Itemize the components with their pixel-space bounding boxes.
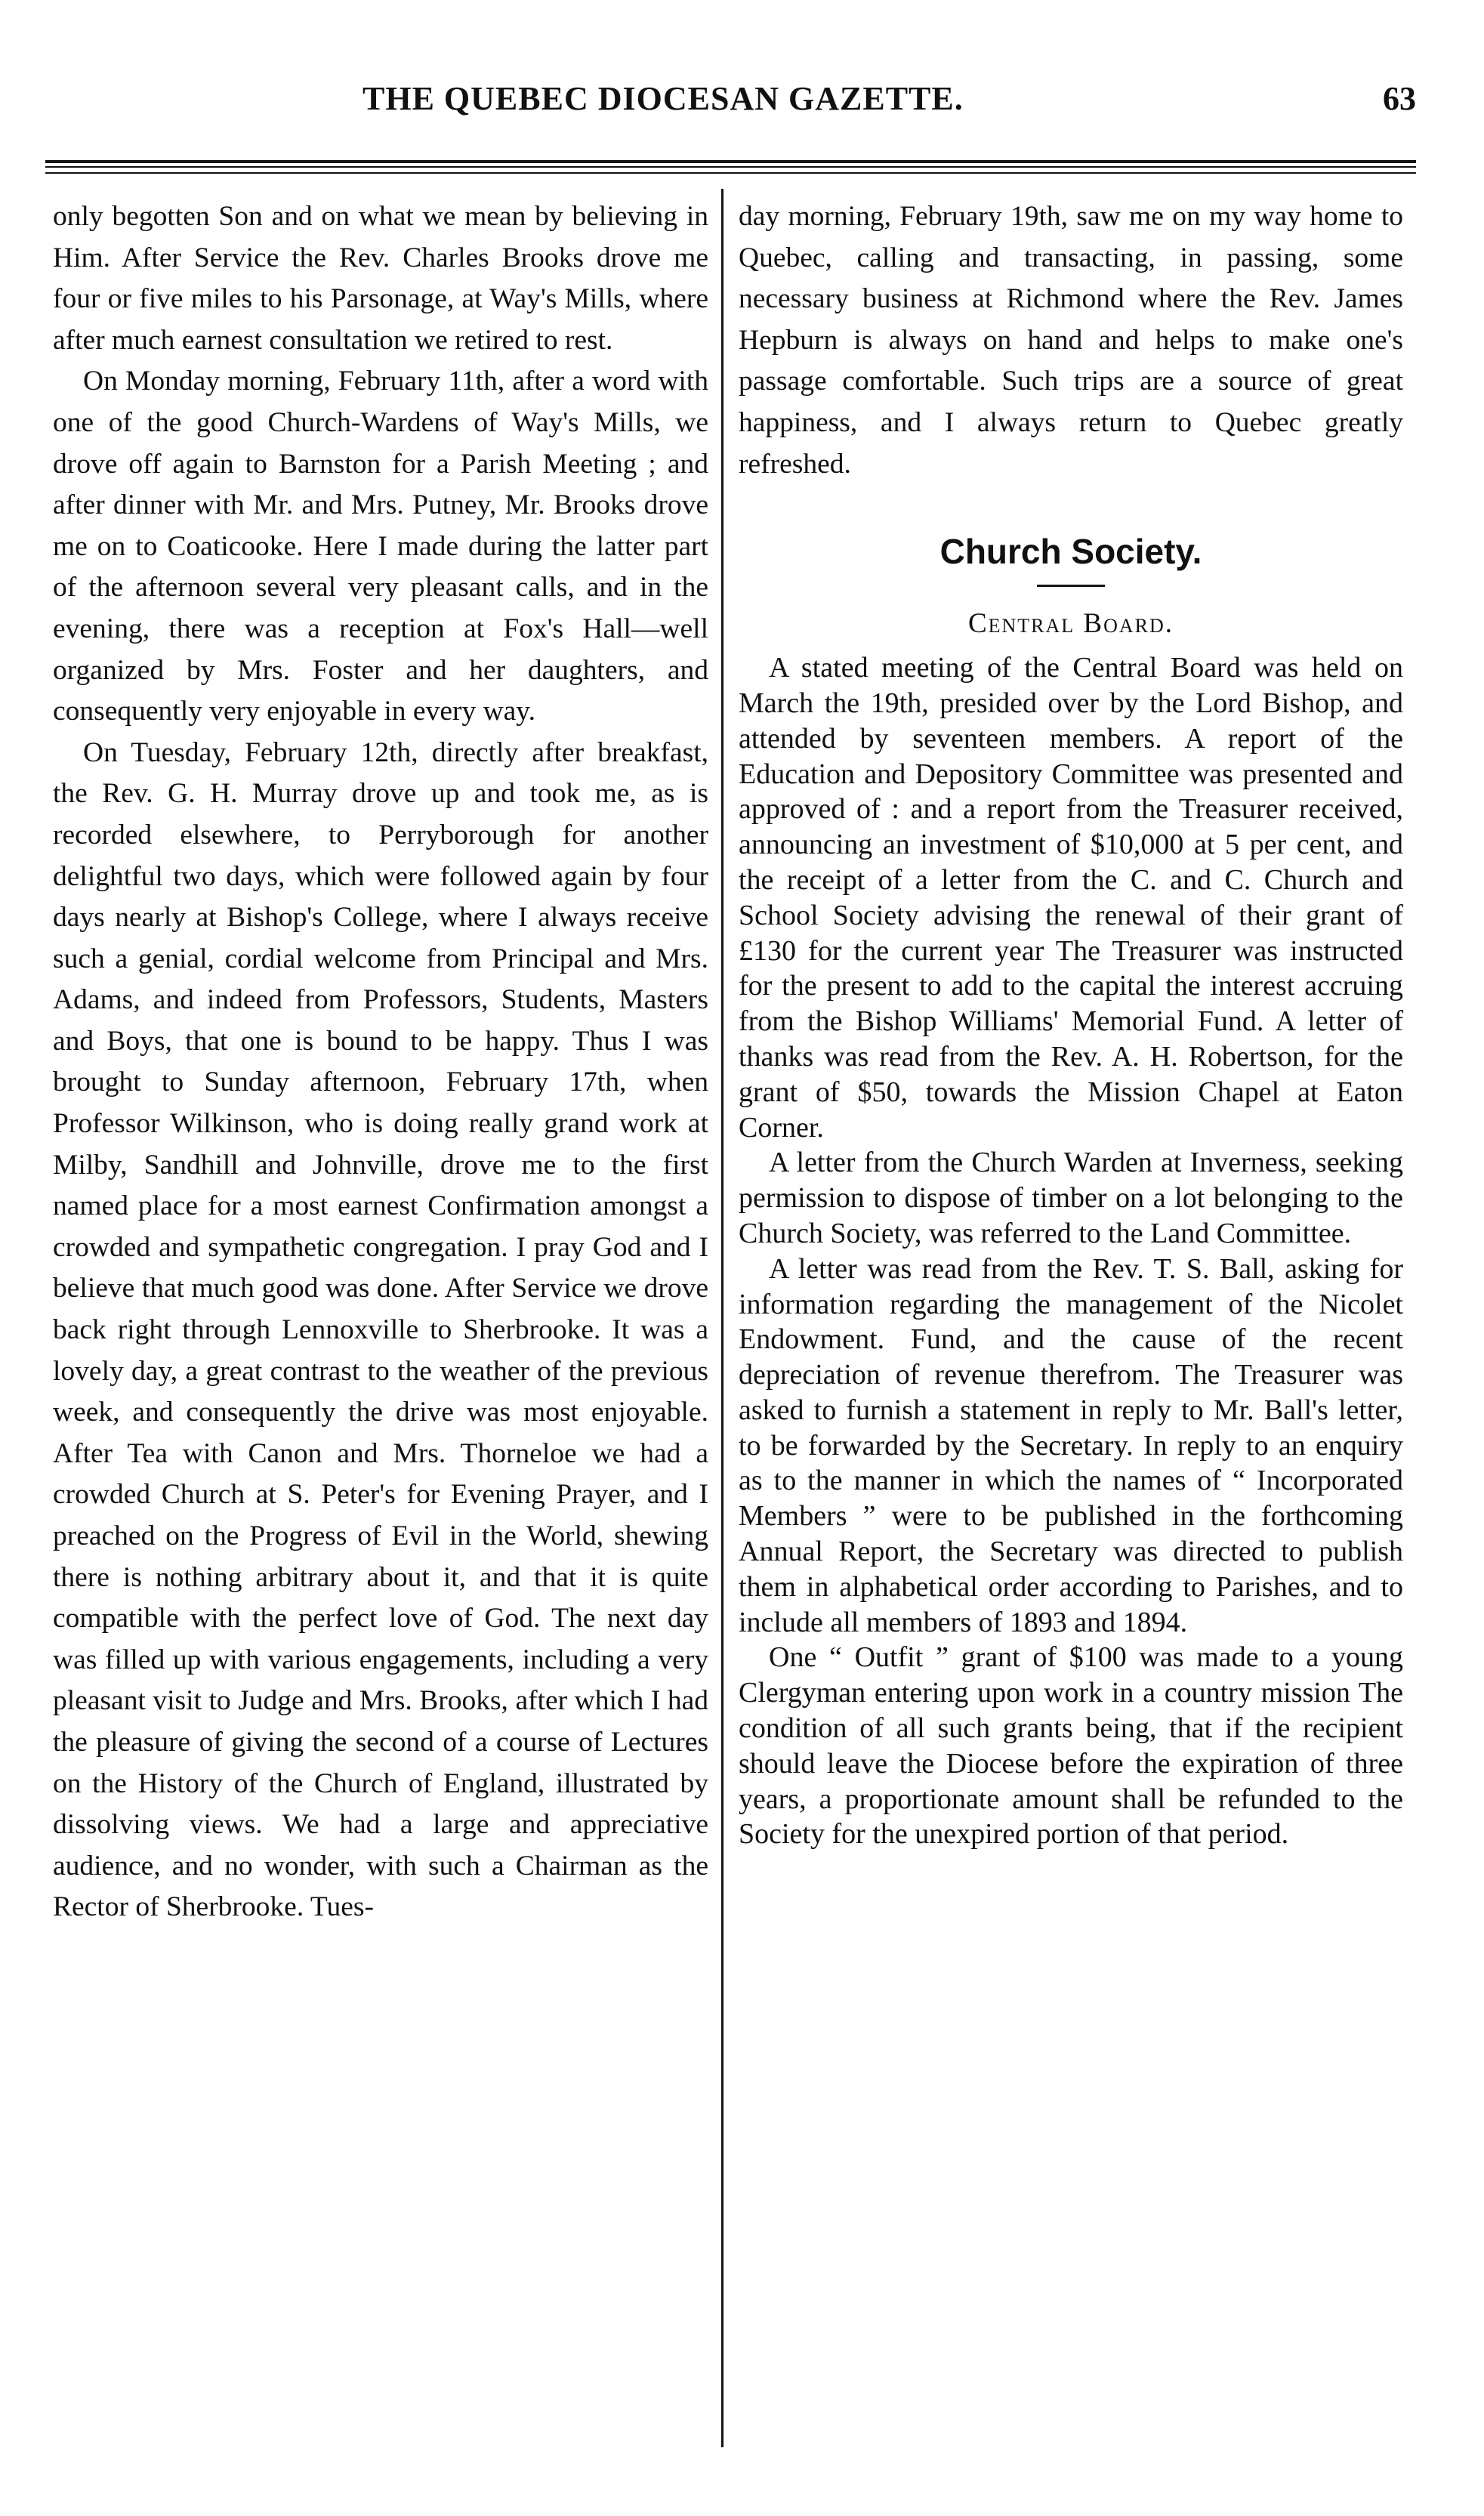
header-rule xyxy=(45,160,1416,168)
right-paragraph: A letter was read from the Rev. T. S. Ball, asking for information regarding the management of the Nicolet Endowment. Fund, and the cause of the recent depreciation of revenue therefrom. The Treasurer was asked to furnish a statement in reply to Mr. Ball's letter, to be forwarded by the Secretary. In reply to an enquiry as to the manner in which the names of “ Incorporated Members ” were to be published in the forthcoming Annual Report, the Secretary was directed to publish them in alphabetical order according to Parishes, and to include all members of 1893 and 1894. xyxy=(739,1252,1403,1638)
central-board-report xyxy=(739,650,1403,1852)
left-paragraph: only begotten Son and on what we mean by believing in Him. After Service the Rev. Charles Brooks drove me four or five miles to his Parsonage, at Way's Mills, where after much earnest consultation we retired to rest. xyxy=(53,201,708,356)
header-rule-secondary xyxy=(45,172,1416,174)
left-paragraph: On Tuesday, February 12th, directly after breakfast, the Rev. G. H. Murray drove up and took me, as is recorded elsewhere, to Perryborough for another delightful two days, which were followed again by four days nearly at Bishop's College, where I always receive such a genial, cordial welcome from Principal and Mrs. Adams, and indeed from Professors, Students, Masters and Boys, that one is bound to be happy. Thus I was brought to Sunday afternoon, February 17th, when Professor Wilkinson, who is doing really grand work at Milby, Sandhill and Johnville, drove me to the first named place for a most earnest Confirmation amongst a crowded and sympathetic congregation. I pray God and I believe that much good was done. After Service we drove back right through Lennoxville to Sherbrooke. It was a lovely day, a great contrast to the weather of the previous week, and consequently the drive was most enjoyable. After Tea with Canon and Mrs. Thorneloe we had a crowded Church at S. Peter's for Evening Prayer, and I preached on the Progress of Evil in the World, shewing there is nothing arbitrary about it, and that it is quite compatible with the perfect love of God. The next day was filled up with various engagements, including a very pleasant visit to Judge and Mrs. Brooks, after which I had the pleasure of giving the second of a course of Lectures on the History of the Church of England, illustrated by dissolving views. We had a large and appreciative audience, and no wonder, with such a Chairman as the Rector of Sherbrooke. Tues- xyxy=(53,736,708,1923)
right-paragraph: A stated meeting of the Central Board was held on March the 19th, presided over by the Lord Bishop, and attended by seventeen members. A report of the Education and Depository Committee was presented and approved of : and a report from the Treasurer received, announcing an investment of $10,000 at 5 per cent, and the receipt of a letter from the C. and C. Church and School Society advising the renewal of their grant of £130 for the current year The Treasurer was instructed for the present to add to the capital the interest accruing from the Bishop Williams' Memorial Fund. A letter of thanks was read from the Rev. A. H. Robertson, for the grant of $50, towards the Mission Chapel at Eaton Corner. xyxy=(739,652,1403,1144)
section-title-rule xyxy=(1037,585,1105,587)
left-paragraph: On Monday morning, February 11th, after a word with one of the good Church-Wardens of Way's Mills, we drove off again to Barnston for a Parish Meeting ; and after dinner with Mr. and Mrs. Putney, Mr. Brooks drove me on to Coaticooke. Here I made during the latter part of the afternoon several very pleasant calls, and in the evening, there was a reception at Fox's Hall—well organized by Mrs. Foster and her daughters, and consequently very enjoyable in every way. xyxy=(53,366,708,727)
right-paragraph: A letter from the Church Warden at Inverness, seeking permission to dispose of timber on a lot belonging to the Church Society, was referred to the Land Committee. xyxy=(739,1147,1403,1249)
section-subheading: Central Board. xyxy=(967,608,1174,640)
right-column xyxy=(739,196,1403,1852)
section-title: Church Society. xyxy=(939,532,1202,572)
right-paragraph: One “ Outfit ” grant of $100 was made to a young Clergyman entering upon work in a country mission The condition of all such grants being, that if the recipient should leave the Diocese before the expiration of three years, a proportionate amount shall be refunded to the Society for the unexpired portion of that period. xyxy=(739,1641,1403,1851)
page-header xyxy=(45,79,1416,140)
left-column xyxy=(53,196,708,1928)
column-divider xyxy=(721,189,723,2447)
publication-title: THE QUEBEC DIOCESAN GAZETTE. xyxy=(363,80,964,117)
page-number: 63 xyxy=(1383,80,1416,117)
right-intro-paragraph: day morning, February 19th, saw me on my way home to Quebec, calling and transacting, in passing, some necessary business at Richmond where the Rev. James Hepburn is always on hand and helps to make one's passage comfortable. Such trips are a source of great happiness, and I always return to Quebec greatly refreshed. xyxy=(739,201,1403,480)
